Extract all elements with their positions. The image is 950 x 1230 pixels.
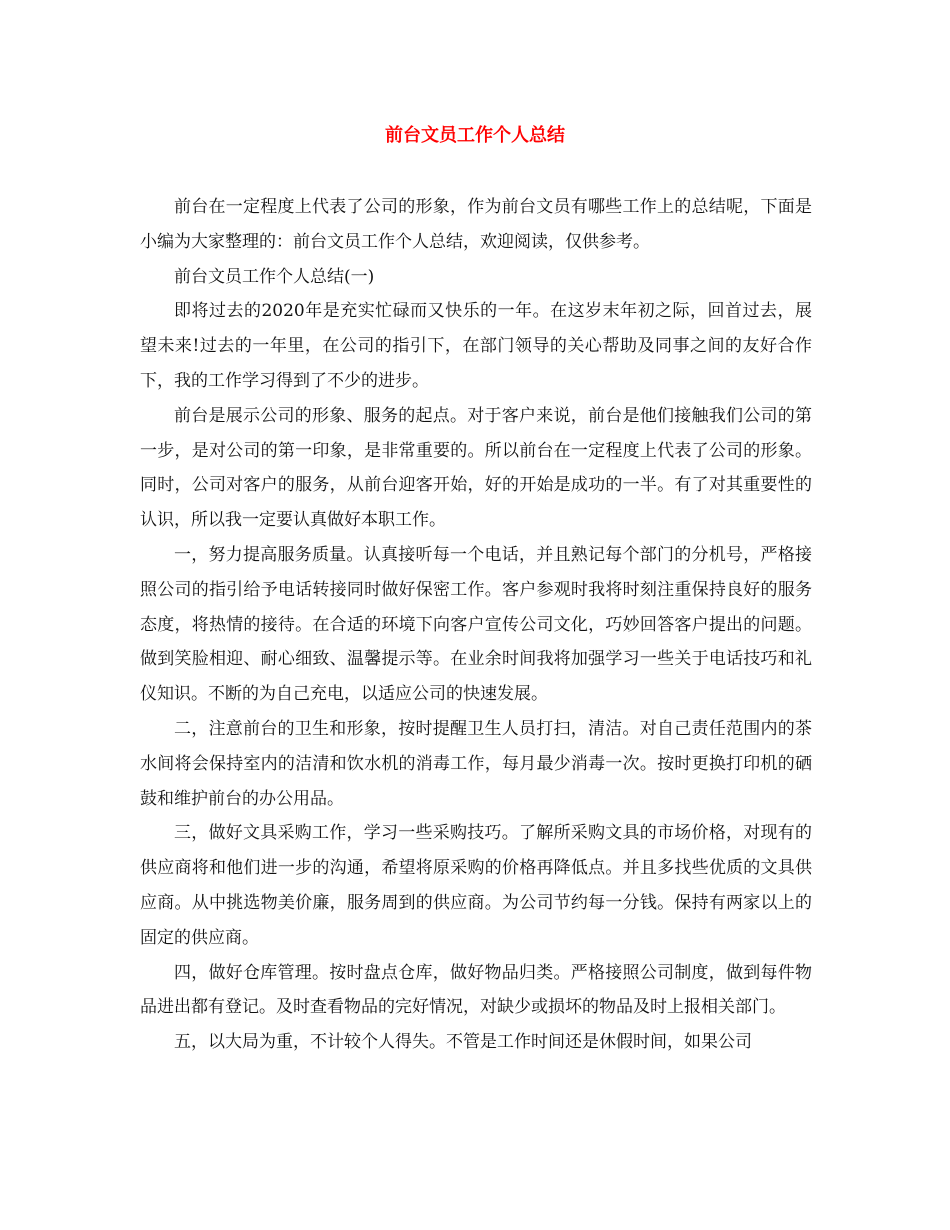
paragraph-point-5: 五，以大局为重，不计较个人得失。不管是工作时间还是休假时间，如果公司 bbox=[174, 1032, 752, 1053]
document-title: 前台文员工作个人总结 bbox=[385, 125, 565, 146]
paragraph-point-1: 一，努力提高服务质量。认真接听每一个电话，并且熟记每个部门的分机号，严格接照公司的指引给予电话转接同时做好保密工作。客户参观时我将时刻注重保持良好的服务态度，将热情的接待。在合适的环境下向客户宣传公司文化，巧妙回答客户提出的问题。做到笑脸相迎、耐心细致、温馨提示等。在业余时间我将加强学习一些关于电话技巧和礼仪知识。不断的为自己充电，以适应公司的快速发展。 bbox=[140, 544, 812, 705]
document-body bbox=[140, 190, 812, 1060]
section-heading: 前台文员工作个人总结(一) bbox=[174, 266, 375, 287]
paragraph: 即将过去的2020年是充实忙碌而又快乐的一年。在这岁末年初之际，回首过去，展望未来!过去的一年里，在公司的指引下，在部门领导的关心帮助及同事之间的友好合作下，我的工作学习得到了不少的进步。 bbox=[140, 301, 812, 391]
paragraph-intro: 前台在一定程度上代表了公司的形象，作为前台文员有哪些工作上的总结呢，下面是小编为大家整理的：前台文员工作个人总结，欢迎阅读，仅供参考。 bbox=[140, 197, 812, 252]
paragraph-point-4: 四，做好仓库管理。按时盘点仓库，做好物品归类。严格接照公司制度，做到每件物品进出都有登记。及时查看物品的完好情况，对缺少或损坏的物品及时上报相关部门。 bbox=[140, 962, 812, 1018]
paragraph-point-2: 二，注意前台的卫生和形象，按时提醒卫生人员打扫，清洁。对自己责任范围内的茶水间将会保持室内的洁清和饮水机的消毒工作，每月最少消毒一次。按时更换打印机的硒鼓和维护前台的办公用品。 bbox=[140, 718, 812, 809]
paragraph: 前台是展示公司的形象、服务的起点。对于客户来说，前台是他们接触我们公司的第一步，是对公司的第一印象，是非常重要的。所以前台在一定程度上代表了公司的形象。同时，公司对客户的服务，从前台迎客开始，好的开始是成功的一半。有了对其重要性的认识，所以我一定要认真做好本职工作。 bbox=[140, 405, 812, 531]
paragraph-point-3: 三，做好文具采购工作，学习一些采购技巧。了解所采购文具的市场价格，对现有的供应商将和他们进一步的沟通，希望将原采购的价格再降低点。并且多找些优质的文具供应商。从中挑选物美价廉，服务周到的供应商。为公司节约每一分钱。保持有两家以上的固定的供应商。 bbox=[140, 823, 812, 948]
